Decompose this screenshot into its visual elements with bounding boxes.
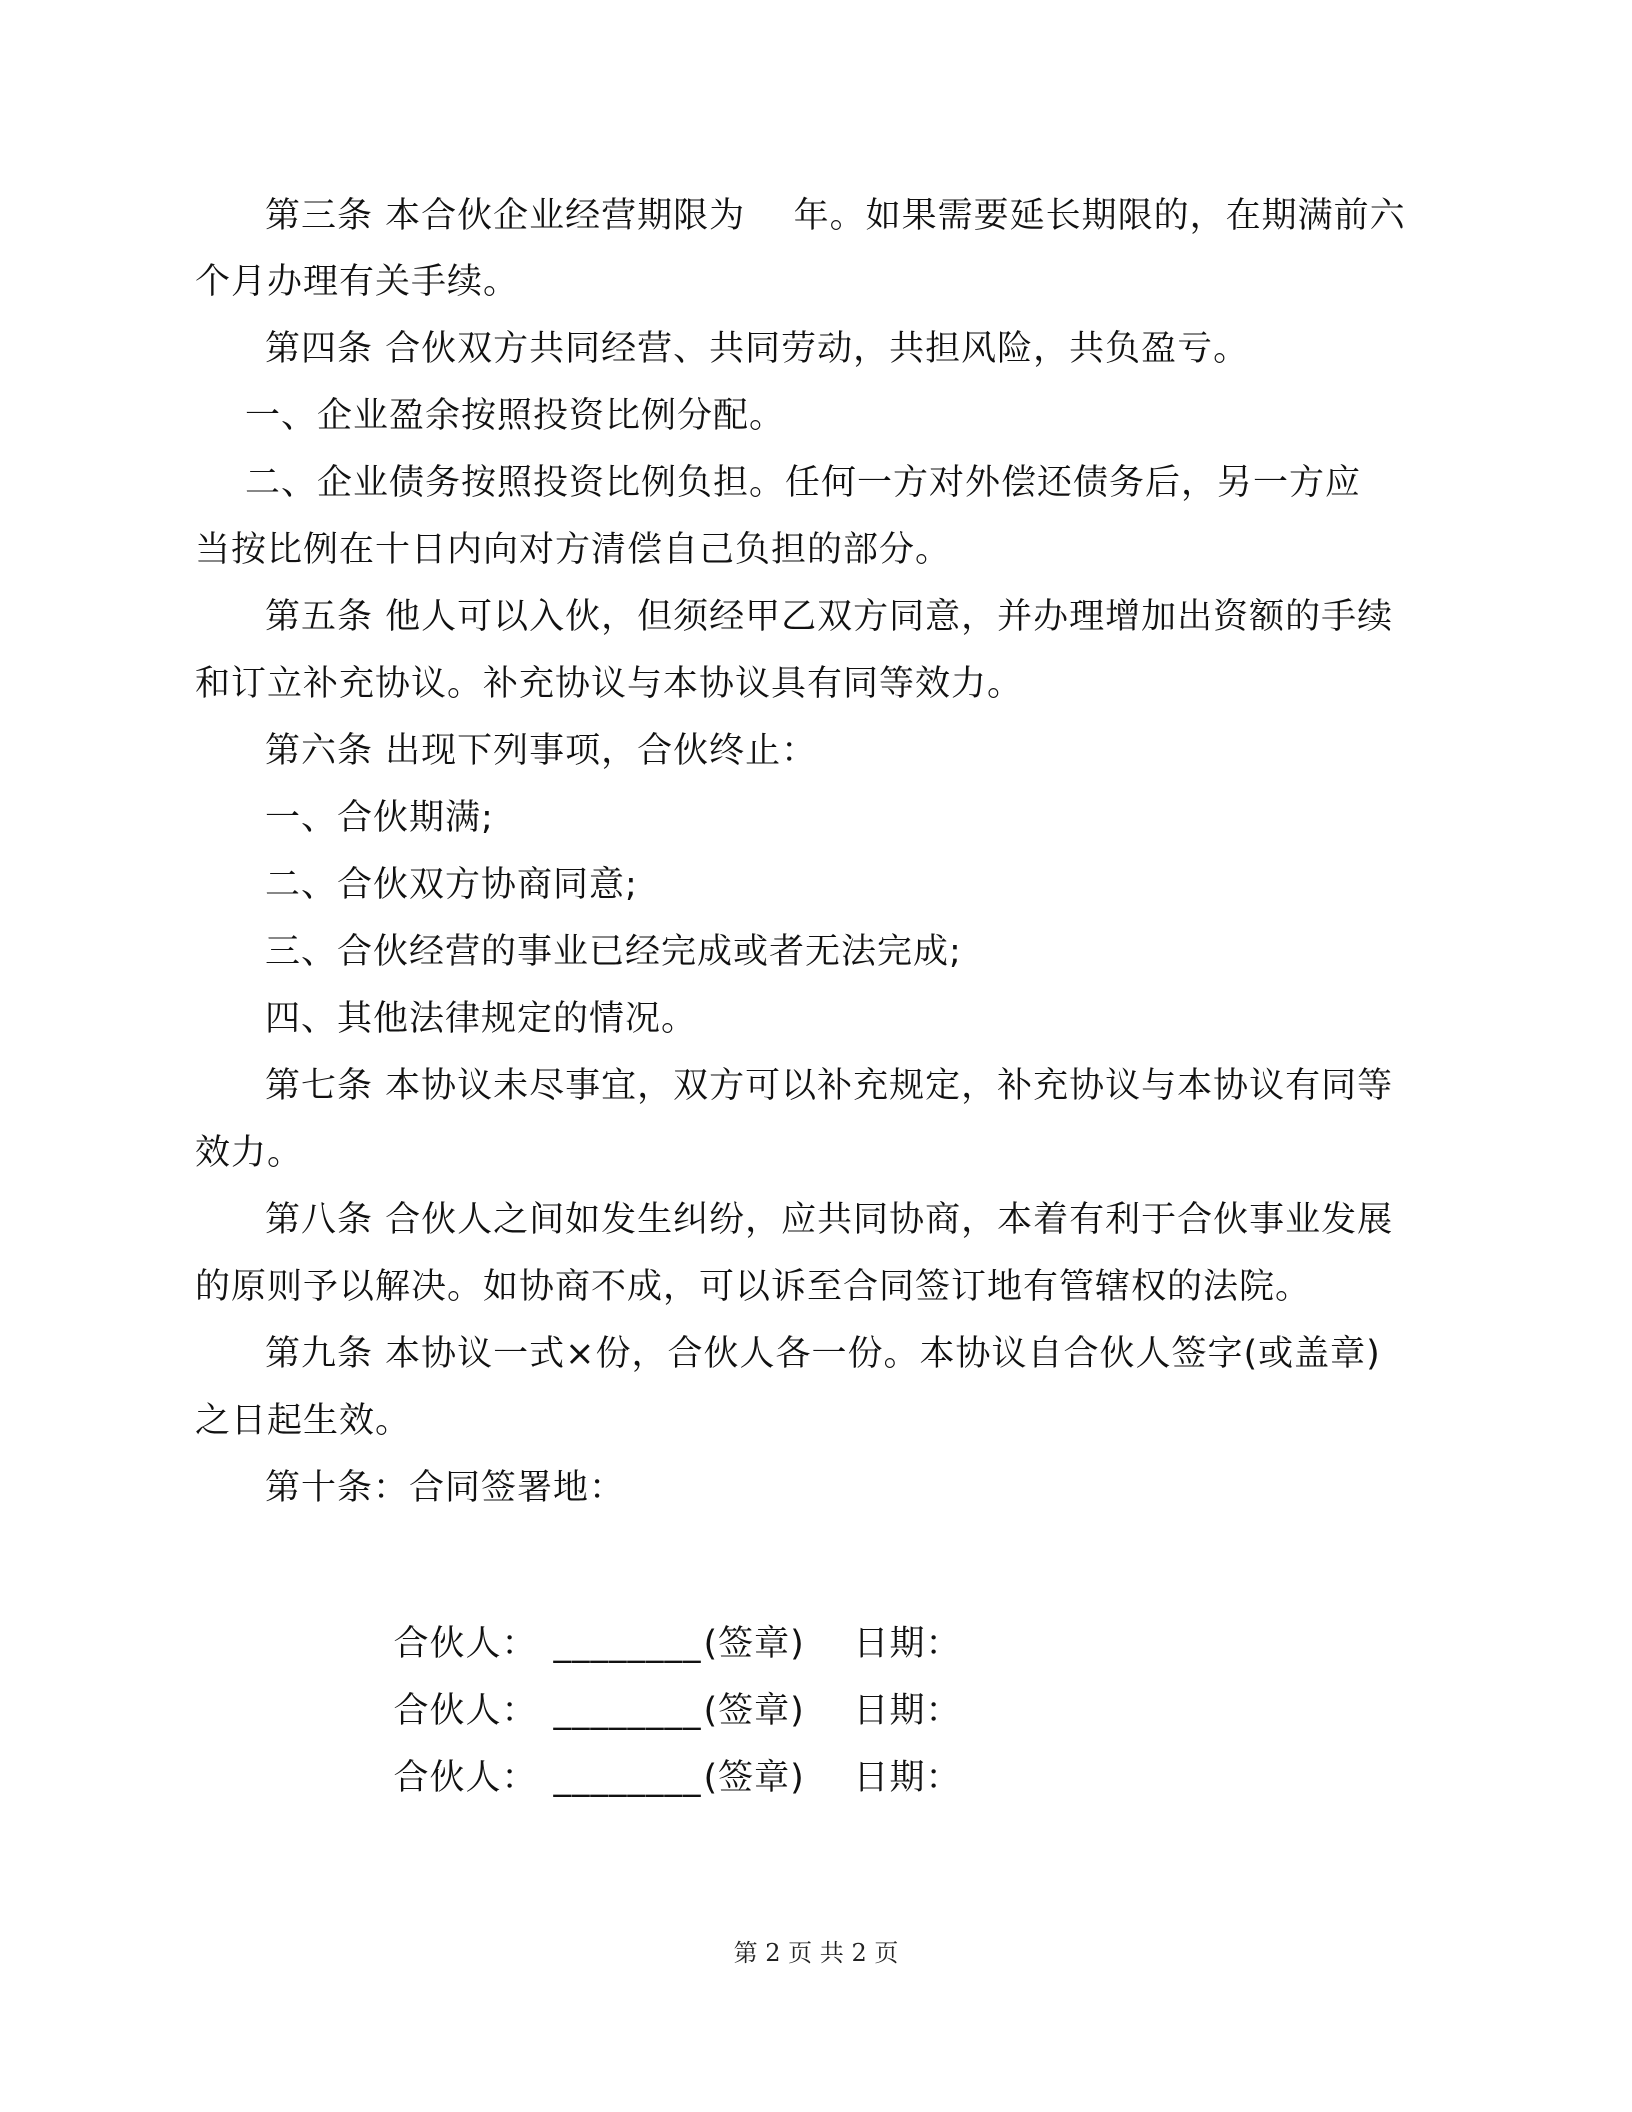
clause-9-line-2: 之日起生效。 bbox=[195, 1401, 412, 1441]
signature-blank: ________ bbox=[553, 1758, 702, 1798]
signature-seal-text: (签章) bbox=[703, 1691, 805, 1731]
clause-6-item-2: 二、合伙双方协商同意; bbox=[265, 865, 638, 905]
signature-date-label: 日期： bbox=[853, 1691, 962, 1731]
clause-5-line-2: 和订立补充协议。补充协议与本协议具有同等效力。 bbox=[195, 664, 1024, 704]
signature-date-label: 日期： bbox=[853, 1624, 962, 1664]
clause-6-item-4: 四、其他法律规定的情况。 bbox=[265, 999, 698, 1039]
clause-6: 第六条 出现下列事项，合伙终止： bbox=[265, 731, 818, 771]
clause-3-line-1: 第三条 本合伙企业经营期限为 年。如果需要延长期限的，在期满前六 bbox=[265, 196, 1406, 236]
signature-label: 合伙人： bbox=[393, 1691, 538, 1731]
clause-4-item-1: 一、企业盈余按照投资比例分配。 bbox=[245, 396, 786, 436]
signature-blank: ________ bbox=[553, 1624, 702, 1664]
clause-7-line-1: 第七条 本协议未尽事宜，双方可以补充规定，补充协议与本协议有同等 bbox=[265, 1066, 1394, 1106]
signature-blank: ________ bbox=[553, 1691, 702, 1731]
clause-4-item-2-line-2: 当按比例在十日内向对方清偿自己负担的部分。 bbox=[195, 530, 952, 570]
signature-date-label: 日期： bbox=[853, 1758, 962, 1798]
clause-4: 第四条 合伙双方共同经营、共同劳动，共担风险，共负盈亏。 bbox=[265, 329, 1250, 369]
clause-7-line-2: 效力。 bbox=[195, 1133, 304, 1173]
clause-3-line-2: 个月办理有关手续。 bbox=[195, 262, 520, 302]
clause-9-line-1: 第九条 本协议一式×份，合伙人各一份。本协议自合伙人签字(或盖章) bbox=[265, 1334, 1381, 1374]
signature-seal-text: (签章) bbox=[703, 1758, 805, 1798]
clause-6-item-3: 三、合伙经营的事业已经完成或者无法完成; bbox=[265, 932, 962, 972]
signature-label: 合伙人： bbox=[393, 1624, 538, 1664]
clause-8-line-2: 的原则予以解决。如协商不成，可以诉至合同签订地有管辖权的法院。 bbox=[195, 1267, 1312, 1307]
clause-6-item-1: 一、合伙期满; bbox=[265, 798, 494, 838]
clause-8-line-1: 第八条 合伙人之间如发生纠纷，应共同协商，本着有利于合伙事业发展 bbox=[265, 1200, 1394, 1240]
page-footer: 第 2 页 共 2 页 bbox=[733, 1939, 899, 1967]
signature-label: 合伙人： bbox=[393, 1758, 538, 1798]
clause-10: 第十条：合同签署地： bbox=[265, 1468, 626, 1508]
signature-row-3 bbox=[345, 1712, 974, 1844]
clause-4-item-2-line-1: 二、企业债务按照投资比例负担。任何一方对外偿还债务后，另一方应 bbox=[245, 463, 1362, 503]
signature-seal-text: (签章) bbox=[703, 1624, 805, 1664]
clause-5-line-1: 第五条 他人可以入伙，但须经甲乙双方同意，并办理增加出资额的手续 bbox=[265, 597, 1394, 637]
